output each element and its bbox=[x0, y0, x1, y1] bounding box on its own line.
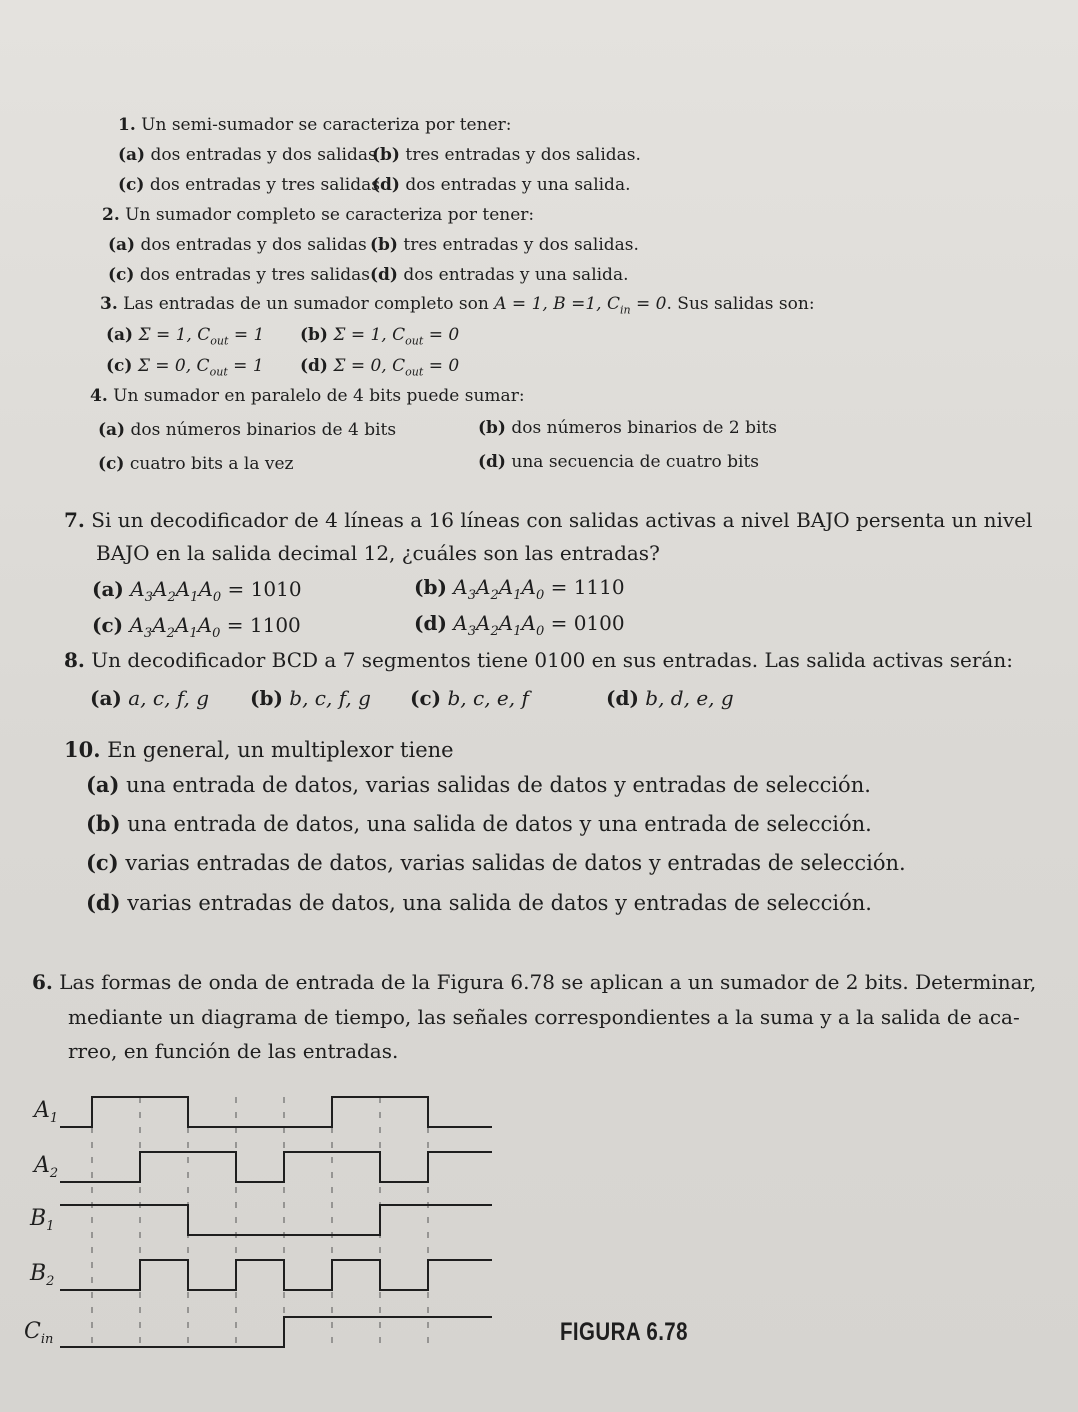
q4-option-b: (b) dos números binarios de 2 bits bbox=[478, 418, 777, 438]
question-number: 8. bbox=[64, 648, 85, 672]
question-number: 3. bbox=[100, 294, 118, 314]
question-6-line2: mediante un diagrama de tiempo, las señales correspondientes a la suma y a la salida de aca- bbox=[68, 1005, 1020, 1029]
q8-option-d: (d) b, d, e, g bbox=[606, 686, 734, 710]
q3-option-b: (b) Σ = 1, $C_{out} = 0$ bbox=[300, 325, 460, 348]
question-2 bbox=[102, 205, 534, 225]
q10-option-c: (c) varias entradas de datos, varias salidas de datos y entradas de selección. bbox=[86, 850, 906, 875]
q10-option-b: (b) una entrada de datos, una salida de datos y una entrada de selección. bbox=[86, 811, 872, 836]
q2-option-a: (a) dos entradas y dos salidas bbox=[108, 235, 367, 255]
signal-labels bbox=[24, 1098, 58, 1347]
q4-option-d: (d) una secuencia de cuatro bits bbox=[478, 452, 760, 472]
question-text: Las entradas de un sumador completo son bbox=[123, 294, 489, 314]
question-number: 6. bbox=[32, 970, 53, 994]
q7-option-d: (d) $A_3A_2A_1A_0 = 0100$ bbox=[414, 611, 625, 639]
waveforms bbox=[60, 1097, 492, 1347]
question-8 bbox=[64, 648, 1013, 672]
question-7-line2: BAJO en la salida decimal 12, ¿cuáles son las entradas? bbox=[96, 541, 660, 565]
question-text: Un sumador en paralelo de 4 bits puede sumar: bbox=[113, 386, 525, 406]
question-6-line3: rreo, en función de las entradas. bbox=[68, 1039, 399, 1063]
question-number: 10. bbox=[64, 737, 101, 762]
question-text: Las formas de onda de entrada de la Figura 6.78 se aplican a un sumador de 2 bits. Determinar, bbox=[59, 970, 1037, 994]
q8-option-c: (c) b, c, e, f bbox=[410, 686, 529, 710]
q1-option-b: (b) tres entradas y dos salidas. bbox=[372, 145, 641, 165]
question-text: Si un decodificador de 4 líneas a 16 líneas con salidas activas a nivel BAJO persenta un nivel bbox=[91, 508, 1033, 532]
q1-option-a: (a) dos entradas y dos salidas bbox=[118, 145, 377, 165]
q3-option-c: (c) Σ = 0, $C_{out} = 1$ bbox=[106, 356, 264, 379]
q2-option-d: (d) dos entradas y una salida. bbox=[370, 265, 629, 285]
timing-diagram bbox=[0, 1085, 520, 1365]
question-number: 4. bbox=[90, 386, 108, 406]
waveform-B1 bbox=[60, 1205, 492, 1235]
question-1 bbox=[118, 115, 511, 135]
question-10 bbox=[64, 737, 454, 762]
q4-option-a: (a) dos números binarios de 4 bits bbox=[98, 420, 397, 440]
q3-option-a: (a) Σ = 1, $C_{out} = 1$ bbox=[106, 325, 265, 348]
q10-option-a: (a) una entrada de datos, varias salidas de datos y entradas de selección. bbox=[86, 772, 871, 797]
question-4 bbox=[90, 386, 525, 406]
q2-option-b: (b) tres entradas y dos salidas. bbox=[370, 235, 639, 255]
question-number: 2. bbox=[102, 205, 120, 225]
waveform-Cin bbox=[60, 1317, 492, 1347]
inputs-formula: A = 1, B =1, $C_{in} = 0$ bbox=[494, 294, 667, 317]
q2-option-c: (c) dos entradas y tres salidas bbox=[108, 265, 370, 285]
q4-option-c: (c) cuatro bits a la vez bbox=[98, 454, 294, 474]
q8-option-b: (b) b, c, f, g bbox=[250, 686, 371, 710]
question-text: Un decodificador BCD a 7 segmentos tiene 0100 en sus entradas. Las salida activas serán: bbox=[91, 648, 1013, 672]
waveform-A1 bbox=[60, 1097, 492, 1127]
q8-option-a: (a) a, c, f, g bbox=[90, 686, 210, 710]
q3-option-d: (d) Σ = 0, $C_{out} = 0$ bbox=[300, 356, 460, 379]
question-6 bbox=[32, 970, 1036, 994]
figure-label: FIGURA 6.78 bbox=[560, 1318, 688, 1346]
waveform-A2 bbox=[60, 1152, 492, 1182]
question-text: En general, un multiplexor tiene bbox=[107, 738, 454, 762]
q1-option-d: (d) dos entradas y una salida. bbox=[372, 175, 631, 195]
q7-option-c: (c) $A_3A_2A_1A_0 = 1100$ bbox=[92, 613, 301, 641]
label-B1: $B_1$ bbox=[30, 1206, 55, 1234]
waveform-B2 bbox=[60, 1260, 492, 1290]
label-A1: $A_1$ bbox=[34, 1098, 59, 1126]
q10-option-d: (d) varias entradas de datos, una salida de datos y entradas de selección. bbox=[86, 890, 872, 915]
question-number: 7. bbox=[64, 508, 85, 532]
label-B2: $B_2$ bbox=[30, 1261, 55, 1289]
q7-option-b: (b) $A_3A_2A_1A_0 = 1110$ bbox=[414, 575, 625, 603]
question-7 bbox=[64, 508, 1032, 532]
label-Cin: $C_{in}$ bbox=[24, 1319, 54, 1347]
label-A2: $A_2$ bbox=[34, 1153, 59, 1181]
q7-option-a: (a) $A_3A_2A_1A_0 = 1010$ bbox=[92, 577, 302, 605]
question-number: 1. bbox=[118, 115, 136, 135]
question-text: Un sumador completo se caracteriza por tener: bbox=[125, 205, 535, 225]
question-text: Un semi-sumador se caracteriza por tener: bbox=[141, 115, 512, 135]
question-3: 3. Las entradas de un sumador completo son A = 1, B =1, $C_{in} = 0$. Sus salidas son: bbox=[100, 294, 815, 317]
q1-option-c: (c) dos entradas y tres salidas bbox=[118, 175, 380, 195]
